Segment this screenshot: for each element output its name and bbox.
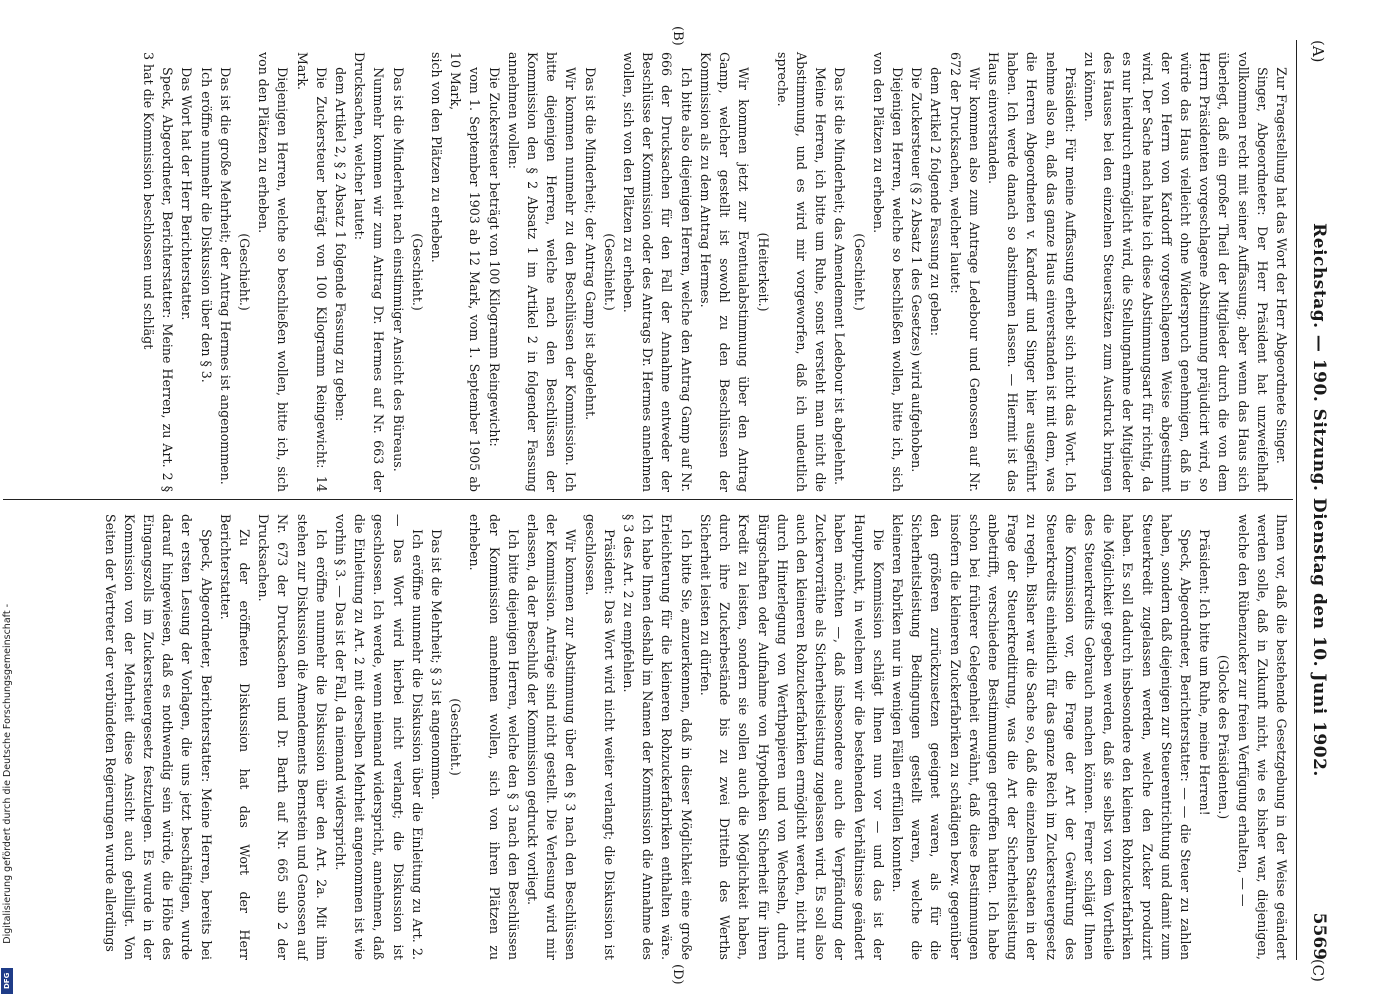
column-divider [3,499,1293,500]
left-column-paragraph: Meine Herren, ich bitte um Ruhe, sonst versteht man nicht die Abstimmung, und es wird mir vorgeworfen, daß ich undeutlich spreche. [774,52,829,492]
section-marker-c: (C) [1309,958,1327,982]
left-column-paragraph: dem Artikel 2 folgende Fassung zu geben: [928,67,944,337]
left-column-paragraph: vom 1. September 1903 ab 12 Mark, vom 1. September 1905 ab 10 Mark, [448,52,483,492]
right-column-paragraph: Die Kommission schlägt Ihnen nun vor — und das ist der Hauptpunkt, in welchem wir die bestehenden Verhältnisse geändert haben möchten —, daß insbesondere auch die Verpfändung der Zuckervorräthe als Sicherheitsleistung zugelassen wird. Es soll also auch den kleineren Rohzuckerfabriken ermöglicht werden, nicht nur durch Hinterlegung von Werthpapieren und von Wechseln, durch Bürgschaften oder Aufnahme von Hypotheken Sicherheit für ihren Kredit zu leisten, sondern sie sollen auch die Möglichkeit haben, durch ihre Zuckerbestände bis zu zwei Dritteln des Werths Sicherheit leisten zu dürfen. [697,514,886,960]
left-column-paragraph: Präsident: Für meine Auffassung erhebt sich nicht das Wort. Ich nehme also an, daß das ganze Haus einverstanden ist mit dem, was die Herren Abgeordneten v. Kardorff und Singer hier ausgeführt haben. Ich werde danach so abstimmen lassen. — Hiermit ist das Haus einverstanden. [985,52,1078,492]
right-column-paragraph: Zu der eröffneten Diskussion hat das Wort der Herr Berichterstatter. [217,514,253,960]
section-marker-a: (A) [1309,40,1327,63]
left-column-paragraph: Das ist die Minderheit; das Amendement Ledebour ist abgelehnt. [832,67,848,485]
left-column-paragraph: Speck, Abgeordneter, Berichterstatter: Meine Herren, zu Art. 2 § 3 hat die Kommission beschlossen und schlägt [141,52,176,492]
left-column-paragraph: Das ist die große Mehrheit; der Antrag Hermes ist angenommen. [217,67,233,485]
left-column-paragraph: Zur Fragestellung hat das Wort der Herr Abgeordnete Singer. [1274,67,1289,464]
page-header [1297,40,1337,982]
right-column-paragraph: Speck, Abgeordneter, Berichterstatter: — — die Steuer zu zahlen haben, sondern daß diejenigen zur Steuerentrichtung und damit zum Steuerkredit zugelassen werden, welche den Zucker produzirt haben. Es soll dadurch insbesondere den kleinen Rohzuckerfabriken die Möglichkeit gegeben werden, daß sie selbst von dem Vortheile des Steuerkredits Gebrauch machen können. Ferner schlägt Ihnen die Kommission vor, die Frage der Art der Gewährung des Steuerkredits einheitlich für das ganze Reich im Zuckersteuergesetz zu regeln. Bisher war die Sache so, daß die einzelnen Staaten in der Frage der Steuerkreditirung, was die Art der Sicherheitsleistung anbetrifft, verschiedene Bestimmungen getroffen hatten. Ich habe schon bei früherer Gelegenheit erwähnt, daß diese Bestimmungen insofern die kleineren Zuckerfabriken zu schädigen bezw. gegenüber den größeren zurückzusetzen geeignet waren, als für die Sicherheitsleistung Bedingungen gestellt waren, welche die kleineren Fabriken nur in wenigen Fällen erfüllen konnten. [889,514,1193,960]
dfg-logo: DFG [1,968,13,994]
right-column-paragraph: Präsident: Das Wort wird nicht weiter verlangt; die Diskussion ist geschlossen. [582,514,617,960]
section-marker-d: (D) [670,964,685,985]
right-column-paragraph: Wir kommen zur Abstimmung über den § 3 nach den Beschlüssen der Kommission. Anträge sind nicht gestellt. Die Verlesung wird mir erlassen, da der Beschluß der Kommission gedruckt vorliegt. [525,514,579,960]
right-column [100,514,1291,960]
left-column-paragraph: sich von den Plätzen zu erheben. [429,52,445,263]
left-column-paragraph: Ich bitte also diejenigen Herren, welche den Antrag Gamp auf Nr. 666 der Drucksachen für den Fall der Annahme entweder der Beschlüsse der Kommission oder des Antrags Dr. Hermes annehmen wollen, sich von den Plätzen zu erheben. [621,52,694,492]
right-column-paragraph: Ich eröffne nunmehr die Diskussion über die Einleitung zu Art. 2. — Das Wort wird hierbei nicht verlangt; die Diskussion ist geschlossen. Ich werde, wenn niemand widerspricht, annehmen, daß die Einleitung zu Art. 2 mit derselben Mehrheit angenommen ist wie vorhin § 3. — Das ist der Fall, da niemand widerspricht. [333,514,425,960]
left-column-paragraph: Das Wort hat der Herr Berichterstatter. [179,67,195,321]
left-column-paragraph: Nunmehr kommen wir zum Antrag Dr. Hermes auf Nr. 663 der Drucksachen, welcher lautet: [352,52,387,492]
right-column-paragraph: Das ist die Mehrheit; § 3 ist angenommen. [429,529,445,800]
right-column-paragraph: (Glocke des Präsidenten.) [1216,654,1232,820]
right-column-paragraph: Ich eröffne nunmehr die Diskussion über den Art. 2a. Mit ihm stehen zur Diskussion die Amendements Bernstein und Genossen auf Nr. 673 der Drucksachen und Dr. Barth auf Nr. 665 sub 2 der Drucksachen. [256,514,329,960]
left-column-paragraph: (Geschieht.) [851,233,867,311]
left-column-paragraph: dem Artikel 2, § 2 Absatz 1 folgende Fassung zu geben: [333,67,349,422]
right-column-paragraph: Präsident: Ich bitte um Ruhe, meine Herren! [1197,529,1213,816]
right-column-paragraph: Ich bitte Sie, anzuerkennen, daß in dieser Möglichkeit eine große Erleichterung für die kleineren Rohzuckerfabriken enthalten wäre. Ich habe Ihnen deshalb im Namen der Kommission die Annahme des § 3 des Art. 2 zu empfehlen. [621,514,694,960]
left-column-paragraph: Die Zuckersteuer beträgt von 100 Kilogramm Reingewicht: 14 Mark. [294,52,329,492]
left-column-paragraph: (Geschieht.) [601,233,617,311]
right-column-paragraph: (Geschieht.) [448,698,464,776]
left-column [139,52,1291,492]
left-column-paragraph: Wir kommen nunmehr zu den Beschlüssen der Kommission. Ich bitte diejenigen Herren, welche nach den Beschlüssen der Kommission den § 2 Absatz 1 im Artikel 2 in folgender Fassung annehmen wollen: [505,52,579,492]
left-column-paragraph: Wir kommen also zum Antrage Ledebour und Genossen auf Nr. 672 der Drucksachen, welcher lautet: [947,52,982,492]
header-rule [1296,40,1297,960]
left-column-paragraph: Die Zuckersteuer (§ 2 Absatz 1 des Gesetzes) wird aufgehoben. [909,67,925,473]
left-column-paragraph: Diejenigen Herren, welche so beschließen wollen, bitte ich, sich von den Plätzen zu erheben. [256,52,291,492]
right-column-paragraph: Ihnen vor, daß die bestehende Gesetzgebung in der Weise geändert werden solle, daß in Zukunft nicht, wie es bisher war, diejenigen, welche den Rübenzucker zur freien Verfügung erhalten, — — [1235,514,1289,960]
left-column-paragraph: Das ist die Minderheit nach einstimmiger Ansicht des Büreaus. [390,67,406,472]
left-column-paragraph: Wir kommen jetzt zur Eventualabstimmung über den Antrag Gamp, welcher gestellt ist sowohl zu den Beschlüssen der Kommission als zu dem Antrag Hermes. [697,52,752,492]
section-marker-b: (B) [670,26,685,46]
left-column-paragraph: Die Zuckersteuer beträgt von 100 Kilogramm Reingewicht: [486,67,502,447]
running-title: Reichstag. — 190. Sitzung. Dienstag den 10. Juni 1902. [1309,223,1329,777]
left-column-paragraph: Ich eröffne nunmehr die Diskussion über den § 3. [198,67,214,383]
right-column-paragraph: Ich bitte diejenigen Herren, welche den § 3 nach den Beschlüssen der Kommission annehmen wollen, sich von ihren Plätzen zu erheben. [467,514,521,960]
left-column-paragraph: Singer, Abgeordneter: Der Herr Präsident hat unzweifelhaft vollkommen recht mit seiner Auffassung; aber wenn das Haus sich überlegt, daß ein großer Theil der Mitglieder durch die von dem Herrn Präsidenten vorgeschlagene Abstimmung präjudicirt wird, so würde das Haus vielleicht ohne Widerspruch genehmigen, daß in der von Herrn von Kardorff vorgeschlagenen Weise abgestimmt wird. Der Sache nach halte ich diese Abstimmungsart für richtig, da es nur hierdurch ermöglicht wird, die Stellungnahme der Mitglieder des Hauses bei den einzelnen Steuersätzen zum Ausdruck bringen zu können. [1081,52,1270,492]
left-column-paragraph: (Geschieht.) [409,233,425,311]
right-column-paragraph: Speck, Abgeordneter, Berichterstatter: Meine Herren, bereits bei der ersten Lesung der Vorlagen, die uns jetzt beschäftigen, wurde darauf hingewiesen, daß es nothwendig sein würde, die Höhe des Eingangszolls im Zuckersteuergesetz festzulegen. Es wurde in der Kommission von der Mehrheit diese Ansicht auch gebilligt. Von Seiten der Vertreter der verbündeten Regierungen wurde allerdings [102,514,214,960]
left-column-paragraph: (Heiterkeit.) [755,232,771,312]
left-column-paragraph: Das ist die Minderheit; der Antrag Gamp ist abgelehnt. [582,67,598,421]
left-column-paragraph: (Geschieht.) [237,233,253,311]
left-column-paragraph: Diejenigen Herren, welche so beschließen wollen, bitte ich, sich von den Plätzen zu erheben. [870,52,905,492]
page-number: 5569 [1309,912,1329,960]
digitization-note: Digitalisierung gefördert durch die Deutsche Forschungsgemeinschaft - [2,604,13,944]
